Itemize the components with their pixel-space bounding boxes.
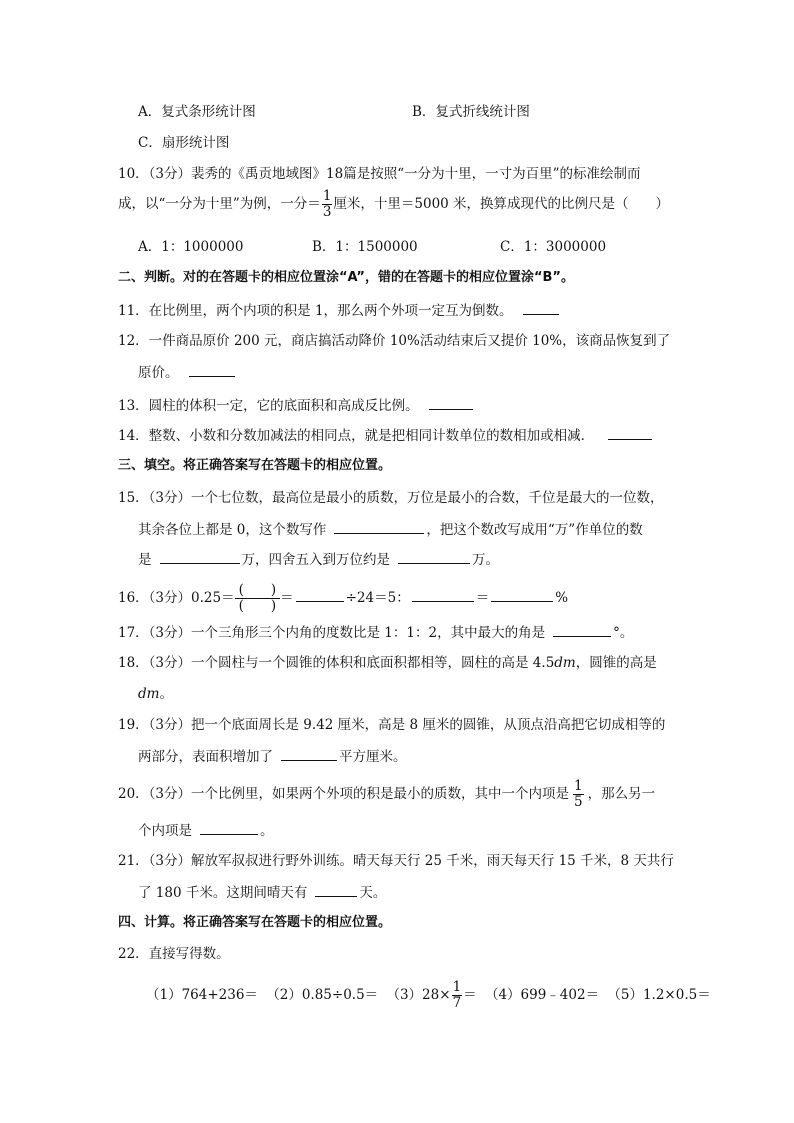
q19-line2-b: 平方厘米。 bbox=[339, 749, 407, 765]
q18-line2-end: 。 bbox=[159, 686, 173, 702]
q13 bbox=[118, 395, 475, 416]
q20-line2 bbox=[138, 820, 274, 841]
q22-item-3-b: ＝ bbox=[463, 987, 477, 1003]
q15-line2-a: 其余各位上都是 0，这个数写作 bbox=[138, 522, 327, 538]
q22-item-2: （2）0.85÷0.5＝ bbox=[266, 987, 379, 1003]
q17-text: 17．（3分）一个三角形三个内角的度数比是 1：1：2，其中最大的角是 bbox=[118, 625, 546, 641]
q20-fraction bbox=[573, 779, 584, 810]
q16-blank-3[interactable] bbox=[491, 587, 553, 602]
q19-answer-blank[interactable] bbox=[281, 746, 337, 761]
q16-eq2: ＝ bbox=[475, 590, 490, 606]
q21-line2-a: 了 180 千米。这期间晴天有 bbox=[138, 885, 308, 901]
q10-frac-den: 3 bbox=[322, 204, 332, 220]
q16-paren-num: ( ) bbox=[235, 583, 281, 599]
q16-paren-fraction[interactable] bbox=[235, 583, 281, 614]
q15-blank-3[interactable] bbox=[398, 549, 470, 564]
q15-line3-a: 是 bbox=[138, 552, 152, 568]
q18-line1 bbox=[118, 653, 657, 673]
q15-blank-1[interactable] bbox=[334, 519, 424, 534]
q22-item-3-a: （3）28× bbox=[386, 987, 451, 1003]
section-3-heading: 三、填空。将正确答案写在答题卡的相应位置。 bbox=[118, 458, 392, 473]
q22-item-3-fraction bbox=[452, 980, 463, 1011]
q20-line1 bbox=[118, 779, 655, 810]
q14 bbox=[118, 425, 654, 446]
q21-line2-b: 天。 bbox=[359, 885, 387, 901]
q21-line2 bbox=[138, 882, 386, 903]
q10-line2 bbox=[118, 189, 669, 220]
q10-option-c: C．1：3000000 bbox=[500, 239, 607, 255]
q17-answer-blank[interactable] bbox=[553, 622, 611, 637]
q22-item-3 bbox=[386, 979, 477, 1011]
q10-frac-num: 1 bbox=[322, 188, 332, 204]
q12-answer-blank[interactable] bbox=[189, 362, 235, 377]
q17 bbox=[118, 622, 633, 643]
q19-line1: 19．（3分）把一个底面周长是 9.42 厘米，高是 8 厘米的圆锥，从顶点沿高把它切成相等的 bbox=[118, 717, 666, 733]
q13-text: 13．圆柱的体积一定，它的底面积和高成反比例。 bbox=[118, 398, 419, 414]
q10-line2-b: 厘米，十里＝5000 米，换算成现代的比例尺是（ ） bbox=[333, 196, 670, 212]
q22-item-5: （5）1.2×0.5＝ bbox=[607, 987, 711, 1003]
q9-option-b: B．复式折线统计图 bbox=[412, 104, 530, 120]
q10-line1: 10．（3分）裴秀的《禹贡地域图》18篇是按照“一分为十里，一寸为百里”的标准绘制而 bbox=[118, 166, 641, 182]
q22-items bbox=[146, 980, 711, 1011]
q11-text: 11．在比例里，两个内项的积是 1，那么两个外项一定互为倒数。 bbox=[118, 303, 513, 319]
q22-item-1: （1）764+236＝ bbox=[146, 987, 258, 1003]
q11-answer-blank[interactable] bbox=[523, 300, 559, 315]
q12-line2 bbox=[138, 362, 237, 383]
q18-line1-b: ，圆锥的高是 bbox=[575, 655, 657, 671]
q17-degree: °。 bbox=[613, 625, 634, 641]
q16 bbox=[118, 583, 568, 614]
section-2-heading: 二、判断。对的在答题卡的相应位置涂“A”，错的在答题卡的相应位置涂“B”。 bbox=[118, 270, 574, 285]
q20-line1-b: ，那么另一 bbox=[587, 786, 656, 802]
q14-answer-blank[interactable] bbox=[608, 425, 652, 440]
q12-line1: 12．一件商品原价 200 元，商店搞活动降价 10%活动结束后又提价 10%，该商品恢复到了 bbox=[118, 333, 671, 349]
q20-frac-num: 1 bbox=[574, 778, 583, 794]
q16-paren-den: ( ) bbox=[238, 598, 277, 614]
q21-line1: 21．（3分）解放军叔叔进行野外训练。晴天每天行 25 千米，雨天每天行 15 千米，8 天共行 bbox=[118, 853, 674, 869]
q11 bbox=[118, 300, 561, 321]
q16-blank-2[interactable] bbox=[412, 587, 474, 602]
q12-line2-text: 原价。 bbox=[138, 365, 179, 381]
q15-blank-2[interactable] bbox=[160, 549, 240, 564]
q19-line2 bbox=[138, 746, 407, 767]
q22-title: 22．直接写得数。 bbox=[118, 946, 230, 962]
q20-line2-a: 个内项是 bbox=[138, 823, 192, 839]
q9-option-c: C．扇形统计图 bbox=[138, 135, 230, 151]
q18-line2 bbox=[138, 684, 173, 704]
q15-line1: 15．（3分）一个七位数，最高位是最小的质数，万位是最小的合数，千位是最大的一位数， bbox=[118, 490, 664, 506]
q10-option-b: B．1：1500000 bbox=[312, 239, 418, 255]
q16-div24: ÷24＝5： bbox=[345, 590, 410, 606]
q15-line2 bbox=[138, 519, 643, 540]
section-4-heading: 四、计算。将正确答案写在答题卡的相应位置。 bbox=[118, 915, 392, 930]
q15-line2-b: ，把这个数改写成用“万”作单位的数 bbox=[426, 522, 643, 538]
q9-option-a: A．复式条形统计图 bbox=[138, 104, 256, 120]
q10-fraction bbox=[322, 189, 333, 220]
q15-line3-c: 万。 bbox=[472, 552, 499, 568]
q20-line1-a: 20．（3分）一个比例里，如果两个外项的积是最小的质数，其中一个内项是 bbox=[118, 786, 570, 802]
q19-line2-a: 两部分，表面积增加了 bbox=[138, 749, 273, 765]
q16-prefix: 16．（3分）0.25＝ bbox=[118, 590, 235, 606]
q16-eq1: ＝ bbox=[280, 590, 294, 606]
q18-line1-text: 18．（3分）一个圆柱与一个圆锥的体积和底面积都相等，圆柱的高是 4.5 bbox=[118, 655, 555, 671]
q13-answer-blank[interactable] bbox=[429, 395, 473, 410]
q20-frac-den: 5 bbox=[574, 794, 583, 810]
q20-line2-b: 。 bbox=[260, 823, 274, 839]
q22-item-4: （4）699﹣402＝ bbox=[484, 987, 600, 1003]
q15-line3-b: 万，四舍五入到万位约是 bbox=[241, 552, 390, 568]
q15-line3 bbox=[138, 549, 499, 570]
q10-option-a: A．1：1000000 bbox=[138, 239, 244, 255]
q21-answer-blank[interactable] bbox=[315, 882, 357, 897]
q16-blank-1[interactable] bbox=[296, 587, 344, 602]
q10-line2-a: 成，以“一分为十里”为例，一分＝ bbox=[118, 196, 321, 212]
q22-item-3-num: 1 bbox=[452, 979, 462, 995]
q16-percent: % bbox=[555, 590, 569, 606]
q14-text: 14．整数、小数和分数加减法的相同点，就是把相同计数单位的数相加或相减． bbox=[118, 428, 595, 444]
q18-unit: dm bbox=[554, 655, 576, 671]
q18-line2-unit: dm bbox=[138, 686, 160, 702]
q22-item-3-den: 7 bbox=[452, 995, 462, 1011]
q20-answer-blank[interactable] bbox=[200, 820, 258, 835]
